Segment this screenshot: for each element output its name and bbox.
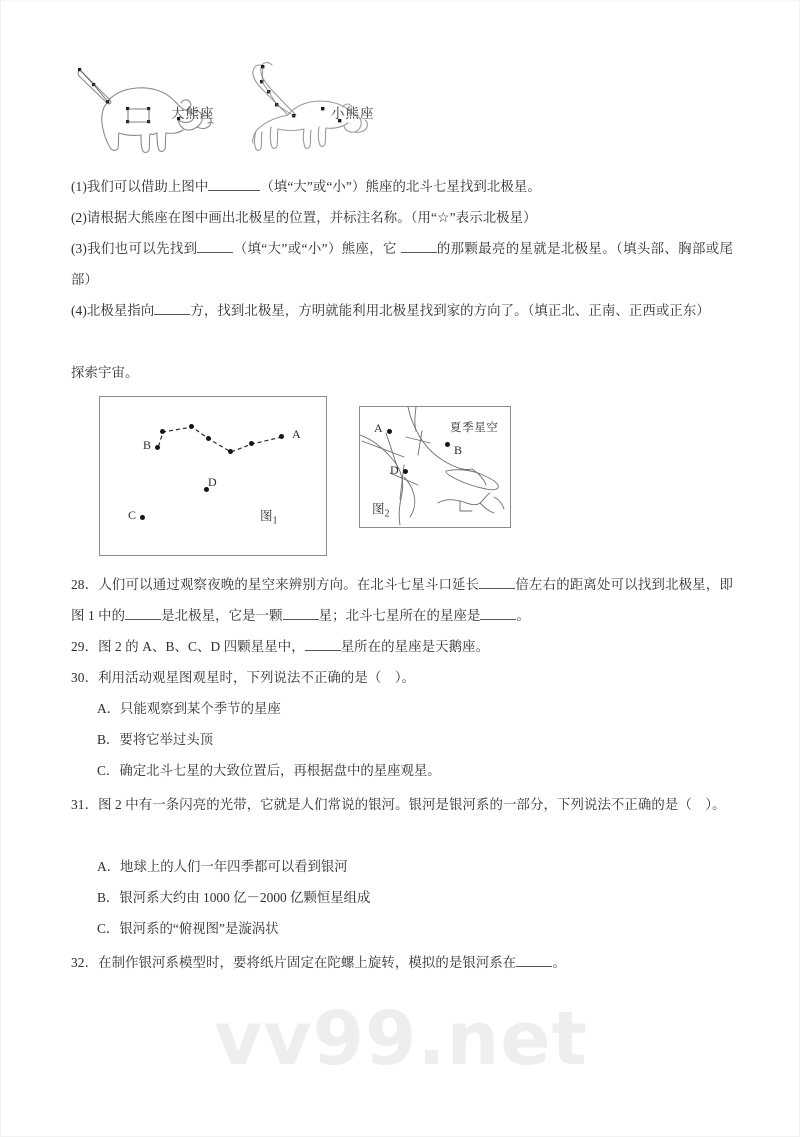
figure-1-label-b: B bbox=[143, 438, 152, 452]
answer-blank[interactable] bbox=[305, 650, 341, 651]
constellation-figure-row bbox=[71, 59, 731, 167]
option-31-c[interactable]: C．银河系的“俯视图”是漩涡状 bbox=[97, 921, 279, 936]
answer-blank[interactable] bbox=[125, 619, 161, 620]
answer-blank[interactable] bbox=[154, 314, 190, 315]
question-text: 图 2 的 A、B、C、D 四颗星星中， bbox=[98, 639, 305, 654]
figure-2-label-d: D bbox=[390, 463, 399, 477]
figure-1-box bbox=[99, 396, 327, 556]
numbered-question-28 bbox=[71, 569, 733, 631]
question-text: （填“大”或“小”）熊座，它 bbox=[233, 241, 401, 256]
question-4 bbox=[71, 295, 733, 326]
question-text: 图 2 中有一条闪亮的光带，它就是人们常说的银河。银河是银河系的一部分，下列说法不正确的是（ ）。 bbox=[98, 797, 726, 812]
diagram-area bbox=[71, 394, 731, 562]
answer-blank[interactable] bbox=[197, 252, 233, 253]
answer-blank[interactable] bbox=[401, 252, 437, 253]
question-text: 倍左右的距离处可以找到北极星，即图 1 中的 bbox=[71, 577, 733, 623]
star-point-4 bbox=[206, 436, 211, 441]
answer-blank[interactable] bbox=[208, 190, 260, 191]
question-text: 是北极星，它是一颗 bbox=[161, 608, 283, 623]
figure-1-label-d: D bbox=[208, 475, 217, 489]
section-heading: 探索宇宙。 bbox=[71, 365, 139, 380]
numbered-question-31 bbox=[71, 789, 733, 820]
figure-2-caption bbox=[372, 499, 390, 520]
answer-blank[interactable] bbox=[480, 619, 516, 620]
question-text: 在制作银河系模型时，要将纸片固定在陀螺上旋转，模拟的是银河系在 bbox=[98, 955, 517, 970]
question-number: 28． bbox=[71, 577, 99, 592]
figure-2-caption-text: 图 bbox=[372, 502, 385, 516]
figure-2-title: 夏季星空 bbox=[450, 422, 499, 434]
question-2 bbox=[71, 202, 731, 234]
question-1 bbox=[71, 171, 731, 202]
option-30-c[interactable]: C．确定北斗七星的大致位置后，再根据盘中的星座观星。 bbox=[97, 763, 441, 778]
numbered-question-29 bbox=[71, 631, 733, 662]
figure-1-caption-text: 图 bbox=[260, 509, 273, 523]
numbered-question-32 bbox=[71, 947, 733, 978]
question-text: （填“大”或“小”）熊座的北斗七星找到北极星。 bbox=[260, 179, 541, 194]
answer-blank[interactable] bbox=[283, 619, 319, 620]
option-31-b[interactable]: B．银河系大约由 1000 亿－2000 亿颗恒星组成 bbox=[97, 890, 371, 905]
numbered-question-30 bbox=[71, 662, 733, 693]
star-point-a bbox=[279, 434, 284, 439]
option-30-b[interactable]: B．要将它举过头顶 bbox=[97, 732, 214, 747]
figure-1-caption bbox=[260, 506, 278, 527]
star-point-2 bbox=[249, 441, 254, 446]
question-text: (4)北极星指向 bbox=[71, 303, 155, 318]
ursa-major-label: 大熊座 bbox=[171, 106, 215, 121]
question-text: 。 bbox=[516, 608, 530, 623]
question-text: 利用活动观星图观星时，下列说法不正确的是（ ）。 bbox=[98, 670, 416, 685]
figure-1-label-a: A bbox=[292, 427, 301, 441]
ursa-minor-label: 小熊座 bbox=[331, 106, 375, 121]
star-point-c bbox=[140, 515, 145, 520]
answer-blank[interactable] bbox=[479, 588, 515, 589]
ursa-major-stars bbox=[78, 68, 180, 123]
option-30-a[interactable]: A．只能观察到某个季节的星座 bbox=[97, 701, 281, 716]
question-text: 人们可以通过观察夜晚的星空来辨别方向。在北斗七星斗口延长 bbox=[98, 577, 480, 592]
figure-2-star-b bbox=[445, 442, 450, 447]
question-text: (1)我们可以借助上图中 bbox=[71, 179, 209, 194]
question-text: ”表示北极星） bbox=[449, 210, 537, 225]
question-number: 32． bbox=[71, 955, 99, 970]
star-point-5 bbox=[189, 424, 194, 429]
figure-2-label-b: B bbox=[454, 443, 463, 457]
star-point-6 bbox=[160, 429, 165, 434]
ursa-minor-stars bbox=[260, 65, 341, 122]
figure-2-box bbox=[359, 406, 511, 528]
question-text: 方，找到北极星，方明就能利用北极星找到家的方向了。（填正北、正南、正西或正东） bbox=[190, 303, 710, 318]
question-text: 星；北斗七星所在的星座是 bbox=[318, 608, 481, 623]
question-3 bbox=[71, 233, 733, 295]
question-number: 30． bbox=[71, 670, 99, 685]
question-number: 31． bbox=[71, 797, 99, 812]
question-text: (2)请根据大熊座在图中画出北极星的位置，并标注名称。（用“ bbox=[71, 210, 438, 225]
question-text: 的那颗最亮的星就是北极星。（填头部、胸部或尾部） bbox=[71, 241, 734, 287]
figure-2-star-a bbox=[387, 429, 392, 434]
option-31-a[interactable]: A．地球上的人们一年四季都可以看到银河 bbox=[97, 859, 348, 874]
figure-2-label-a: A bbox=[374, 421, 383, 435]
star-point-3 bbox=[228, 449, 233, 454]
question-number: 29． bbox=[71, 639, 99, 654]
figure-2-caption-number: 2 bbox=[384, 508, 390, 520]
page-watermark: vv99.net bbox=[214, 996, 588, 1082]
question-text: (3)我们也可以先找到 bbox=[71, 241, 198, 256]
hollow-star-icon: ☆ bbox=[437, 211, 450, 226]
figure-1-caption-number: 1 bbox=[272, 515, 278, 527]
star-point-b bbox=[155, 445, 160, 450]
figure-1-label-c: C bbox=[128, 508, 137, 522]
figure-2-star-d bbox=[403, 469, 408, 474]
answer-blank[interactable] bbox=[516, 966, 552, 967]
question-text: 。 bbox=[552, 955, 566, 970]
question-text: 星所在的星座是天鹅座。 bbox=[340, 639, 490, 654]
